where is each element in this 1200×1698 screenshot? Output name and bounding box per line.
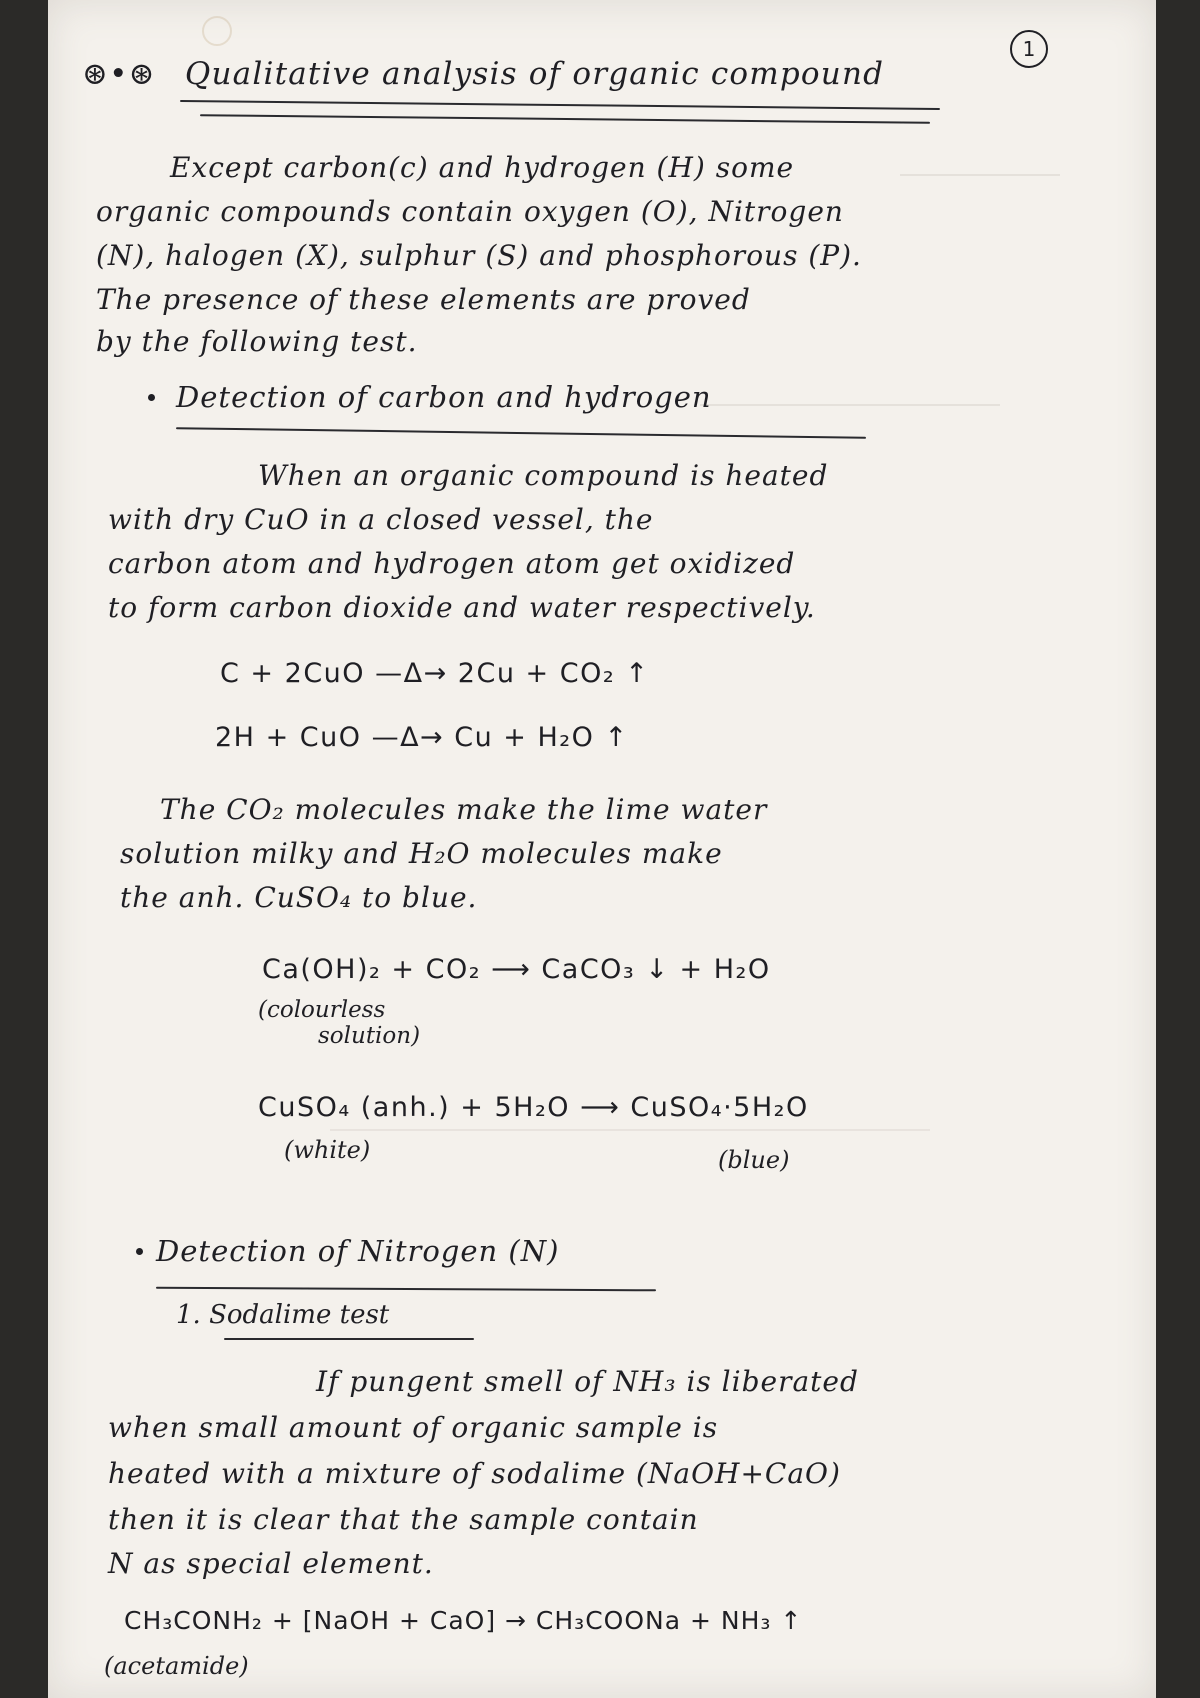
- body-line: If pungent smell of NH₃ is liberated: [316, 1365, 859, 1398]
- section-bullet: [148, 394, 155, 401]
- equation-carbon-oxidation: C + 2CuO —Δ→ 2Cu + CO₂ ↑: [220, 658, 650, 689]
- equation-note: (colourless: [258, 997, 386, 1023]
- body-line: to form carbon dioxide and water respectively.: [108, 591, 816, 624]
- body-line: the anh. CuSO₄ to blue.: [120, 881, 478, 914]
- body-line: carbon atom and hydrogen atom get oxidized: [108, 547, 796, 580]
- equation-note: (acetamide): [104, 1652, 249, 1680]
- page-title-row: [82, 56, 884, 92]
- subheading-sodalime: 1. Sodalime test: [176, 1300, 390, 1330]
- intro-line: The presence of these elements are proved: [96, 283, 751, 316]
- equation-limewater: Ca(OH)₂ + CO₂ ⟶ CaCO₃ ↓ + H₂O: [262, 954, 771, 985]
- section-bullet: [136, 1248, 143, 1255]
- equation-note: (white): [284, 1136, 371, 1164]
- bleed-through-mark: [900, 150, 1060, 176]
- section-heading-nitrogen: Detection of Nitrogen (N): [156, 1234, 560, 1268]
- body-line: The CO₂ molecules make the lime water: [160, 793, 768, 826]
- body-line: heated with a mixture of sodalime (NaOH+CaO): [108, 1457, 841, 1490]
- intro-line: Except carbon(c) and hydrogen (H) some: [170, 151, 795, 184]
- equation-note: (blue): [718, 1146, 790, 1174]
- bleed-through-mark: [700, 380, 1000, 406]
- body-line: then it is clear that the sample contain: [108, 1503, 699, 1536]
- body-line: N as special element.: [108, 1547, 434, 1580]
- equation-sodalime: CH₃CONH₂ + [NaOH + CaO] → CH₃COONa + NH₃ ↑: [124, 1606, 803, 1635]
- equation-hydrogen-oxidation: 2H + CuO —Δ→ Cu + H₂O ↑: [215, 722, 629, 753]
- body-line: When an organic compound is heated: [258, 459, 829, 492]
- equation-note: solution): [318, 1023, 421, 1049]
- body-line: when small amount of organic sample is: [108, 1411, 719, 1444]
- faded-stamp-mark: [202, 16, 232, 46]
- intro-line: organic compounds contain oxygen (O), Nitrogen: [96, 195, 844, 228]
- page-number: 1: [1010, 30, 1048, 68]
- intro-line: by the following test.: [96, 325, 418, 358]
- body-line: solution milky and H₂O molecules make: [120, 837, 723, 870]
- title-marker: ⊛•⊛: [82, 56, 156, 92]
- body-line: with dry CuO in a closed vessel, the: [108, 503, 654, 536]
- intro-line: (N), halogen (X), sulphur (S) and phosphorous (P).: [96, 239, 862, 272]
- page-title: Qualitative analysis of organic compound: [184, 56, 885, 92]
- subheading-underline: [224, 1338, 474, 1340]
- section-heading-carbon: Detection of carbon and hydrogen: [176, 380, 712, 414]
- equation-copper-sulphate: CuSO₄ (anh.) + 5H₂O ⟶ CuSO₄·5H₂O: [258, 1092, 809, 1123]
